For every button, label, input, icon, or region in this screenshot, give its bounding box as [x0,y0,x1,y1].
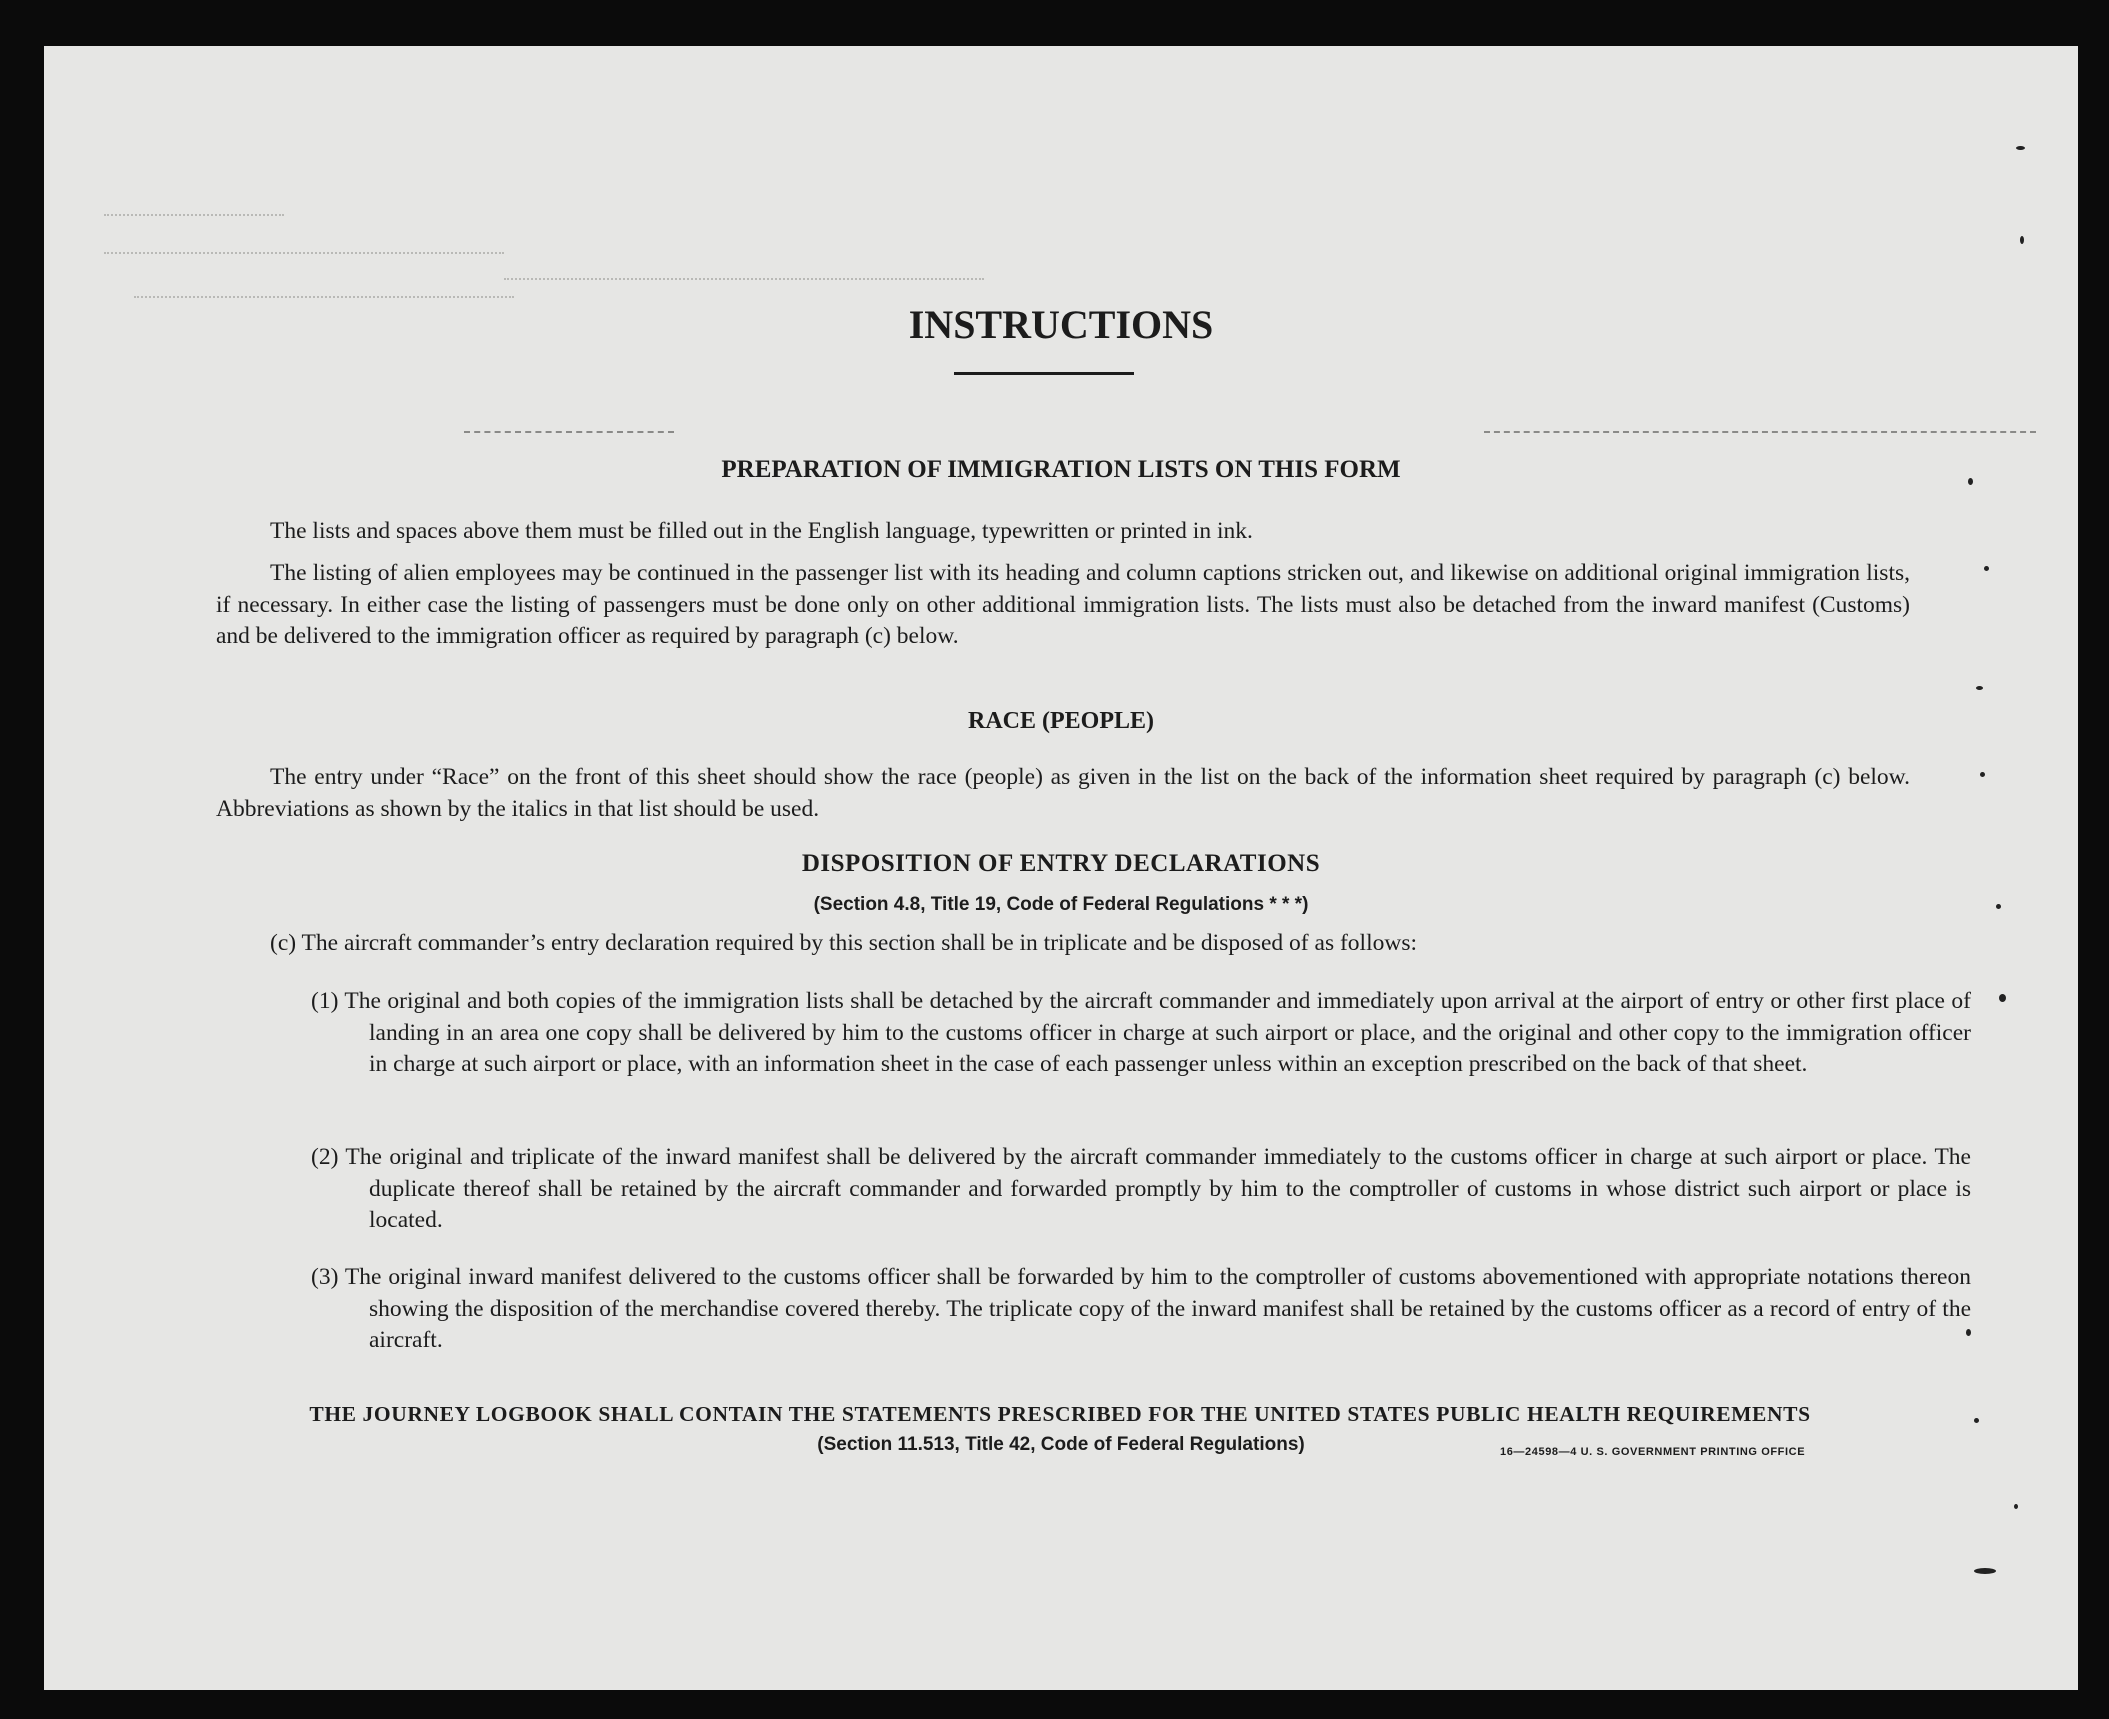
section-heading-disposition: DISPOSITION OF ENTRY DECLARATIONS [801,850,1321,877]
list-item: (3) The original inward manifest delivered to the customs officer shall be forwarded by him to the comptroller of customs abovementioned with appropriate notations thereon showing the disposition of the merchandise covered thereby. The triplicate copy of the inward manifest shall be retained by the customs officer as a record of entry of the aircraft. [311,1264,1971,1353]
paragraph-language: The lists and spaces above them must be filled out in the English language, typewritten or printed in ink. [270,518,1253,544]
list-item: (1) The original and both copies of the immigration lists shall be detached by the aircraft commander and immediately upon arrival at the airport of entry or other first place of landing in an area one copy shall be delivered by him to the customs officer in charge at such airport or place, and the original and other copy to the immigration officer in charge at such airport or place, with an information sheet in the case of each passenger unless within an exception prescribed on the back of that sheet. [311,988,1971,1077]
title-underline [954,372,1134,375]
list-item: (2) The original and triplicate of the inward manifest shall be delivered by the aircraft commander immediately to the customs officer in charge at such airport or place. The duplicate thereof shall be retained by the aircraft commander and forwarded promptly by him to the comptroller of customs in whose district such airport or place is located. [311,1144,1971,1233]
scan-speck [2014,1504,2018,1509]
page-title: INSTRUCTIONS [908,302,1214,347]
heading-rule-left [464,431,674,433]
bleed-through-line [504,278,984,280]
heading-rule-right [1484,431,2036,433]
scan-speck [1984,566,1989,571]
health-requirements-citation: (Section 11.513, Title 42, Code of Federal Regulations) [817,1434,1305,1455]
bleed-through-line [104,214,284,216]
health-requirements-statement: THE JOURNEY LOGBOOK SHALL CONTAIN THE STATEMENTS PRESCRIBED FOR THE UNITED STATES PUBLIC HEALTH REQUIREMENTS [309,1402,1811,1426]
scan-speck [1980,772,1985,777]
paragraph-entry-declaration: (c) The aircraft commander’s entry declaration required by this section shall be in triplicate and be disposed of as follows: [270,930,1417,956]
bleed-through-line [104,252,504,254]
scan-speck [1974,1568,1996,1574]
paragraph-alien-employees: The listing of alien employees may be continued in the passenger list with its heading and column captions stricken out, and likewise on additional original immigration lists, if necessary. In either case the listing of passengers must be done only on other additional immigration lists. The lists must also be detached from the inward manifest (Customs) and be delivered to the immigration officer as required by paragraph (c) below. [216,560,1910,649]
printer-imprint: 16—24598—4 U. S. GOVERNMENT PRINTING OFFICE [1500,1446,1806,1458]
bleed-through-line [134,296,514,298]
paragraph-race: The entry under “Race” on the front of this sheet should show the race (people) as given in the list on the back of the information sheet required by paragraph (c) below. Abbreviations as shown by the italics in that list should be used. [216,764,1910,822]
scan-speck [1976,686,1983,690]
section-heading-preparation: PREPARATION OF IMMIGRATION LISTS ON THIS FORM [721,456,1401,483]
disposition-citation: (Section 4.8, Title 19, Code of Federal Regulations * * *) [813,894,1309,915]
scan-speck [2016,146,2025,150]
scan-speck [1974,1418,1979,1423]
document-page [44,46,2078,1690]
section-heading-race: RACE (PEOPLE) [968,708,1154,734]
scan-speck [1999,994,2006,1002]
scan-speck [2020,236,2024,244]
